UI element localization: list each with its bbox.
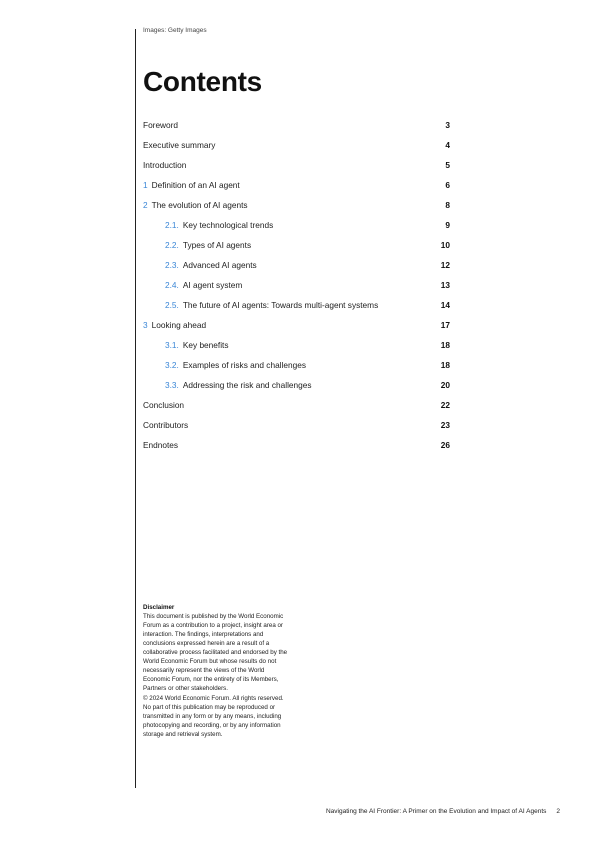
toc-entry-label: Foreword (143, 120, 179, 130)
disclaimer-heading: Disclaimer (143, 604, 175, 611)
toc-entry-page: 12 (440, 260, 450, 270)
toc-entry[interactable] (143, 295, 450, 315)
toc-entry-page: 8 (445, 200, 450, 210)
toc-entry-page: 3 (445, 120, 450, 130)
vertical-rule (135, 29, 136, 788)
toc-entry-number: 2.3. (165, 260, 179, 270)
toc-entry-page: 23 (440, 420, 450, 430)
toc-entry-number: 2.1. (165, 220, 179, 230)
image-credit: Images: Getty Images (143, 27, 207, 34)
toc-entry-label: Looking ahead (151, 320, 207, 330)
toc-entry[interactable] (143, 355, 450, 375)
toc-entry[interactable] (143, 175, 450, 195)
toc-entry[interactable] (143, 275, 450, 295)
toc-entry[interactable] (143, 255, 450, 275)
toc-entry-page: 20 (440, 380, 450, 390)
toc-entry-label: Types of AI agents (182, 240, 252, 250)
toc-entry-label: Advanced AI agents (182, 260, 257, 270)
toc-entry-page: 17 (440, 320, 450, 330)
toc-entry-page: 18 (440, 360, 450, 370)
toc-entry-page: 6 (445, 180, 450, 190)
toc-entry[interactable] (143, 315, 450, 335)
toc-entry-label: Executive summary (143, 140, 216, 150)
toc-entry-label: Definition of an AI agent (151, 180, 240, 190)
toc-entry-page: 14 (440, 300, 450, 310)
toc-entry[interactable] (143, 395, 450, 415)
toc-entry-number: 2 (143, 200, 148, 210)
toc-entry-page: 13 (440, 280, 450, 290)
toc-entry[interactable] (143, 215, 450, 235)
toc-entry-label: Conclusion (143, 400, 185, 410)
toc-entry-number: 2.2. (165, 240, 179, 250)
toc-entry[interactable] (143, 435, 450, 455)
toc-entry[interactable] (143, 195, 450, 215)
disclaimer (143, 603, 293, 740)
toc-entry-label: Examples of risks and challenges (182, 360, 306, 370)
toc-entry-label: The evolution of AI agents (151, 200, 248, 210)
toc-entry[interactable] (143, 115, 450, 135)
disclaimer-body: This document is published by the World Economic Forum as a contribution to a project, insight area or interaction. The findings, interpretations and conclusions expressed herein are a result of a collaborative process facilitated and endorsed by the World Economic Forum but whose results do not necessarily represent the views of the World Economic Forum, nor the entirety of its Members, Partners or other stakeholders. (143, 613, 288, 692)
toc-entry-page: 26 (440, 440, 450, 450)
toc-entry-page: 4 (445, 140, 450, 150)
copyright-notice: © 2024 World Economic Forum. All rights reserved. No part of this publication may be reproduced or transmitted in any form or by any means, including photocopying and recording, or by any information storage and retrieval system. (143, 695, 284, 738)
toc-entry-number: 3.1. (165, 340, 179, 350)
toc-entry[interactable] (143, 155, 450, 175)
toc-entry-page: 22 (440, 400, 450, 410)
toc-entry-number: 3.2. (165, 360, 179, 370)
toc-entry[interactable] (143, 415, 450, 435)
toc-entry-label: AI agent system (182, 280, 243, 290)
toc-entry-number: 2.4. (165, 280, 179, 290)
page-footer (326, 808, 560, 815)
toc-entry[interactable] (143, 335, 450, 355)
toc-entry-label: Key benefits (182, 340, 229, 350)
page-number: 2 (556, 808, 560, 815)
toc-entry[interactable] (143, 135, 450, 155)
toc-entry-number: 2.5. (165, 300, 179, 310)
toc-entry-page: 5 (445, 160, 450, 170)
toc-entry[interactable] (143, 375, 450, 395)
toc-entry-number: 1 (143, 180, 148, 190)
toc-entry-label: Introduction (143, 160, 187, 170)
footer-title: Navigating the AI Frontier: A Primer on the Evolution and Impact of AI Agents (325, 808, 547, 815)
toc-entry-label: The future of AI agents: Towards multi-agent systems (182, 300, 379, 310)
table-of-contents (143, 115, 450, 455)
page-title: Contents (143, 66, 262, 97)
toc-entry-page: 9 (445, 220, 450, 230)
toc-entry[interactable] (143, 235, 450, 255)
toc-entry-label: Contributors (143, 420, 189, 430)
toc-entry-number: 3.3. (165, 380, 179, 390)
toc-entry-label: Endnotes (143, 440, 179, 450)
toc-entry-number: 3 (143, 320, 148, 330)
toc-entry-label: Addressing the risk and challenges (182, 380, 312, 390)
toc-entry-label: Key technological trends (182, 220, 274, 230)
toc-entry-page: 10 (440, 240, 450, 250)
toc-entry-page: 18 (440, 340, 450, 350)
